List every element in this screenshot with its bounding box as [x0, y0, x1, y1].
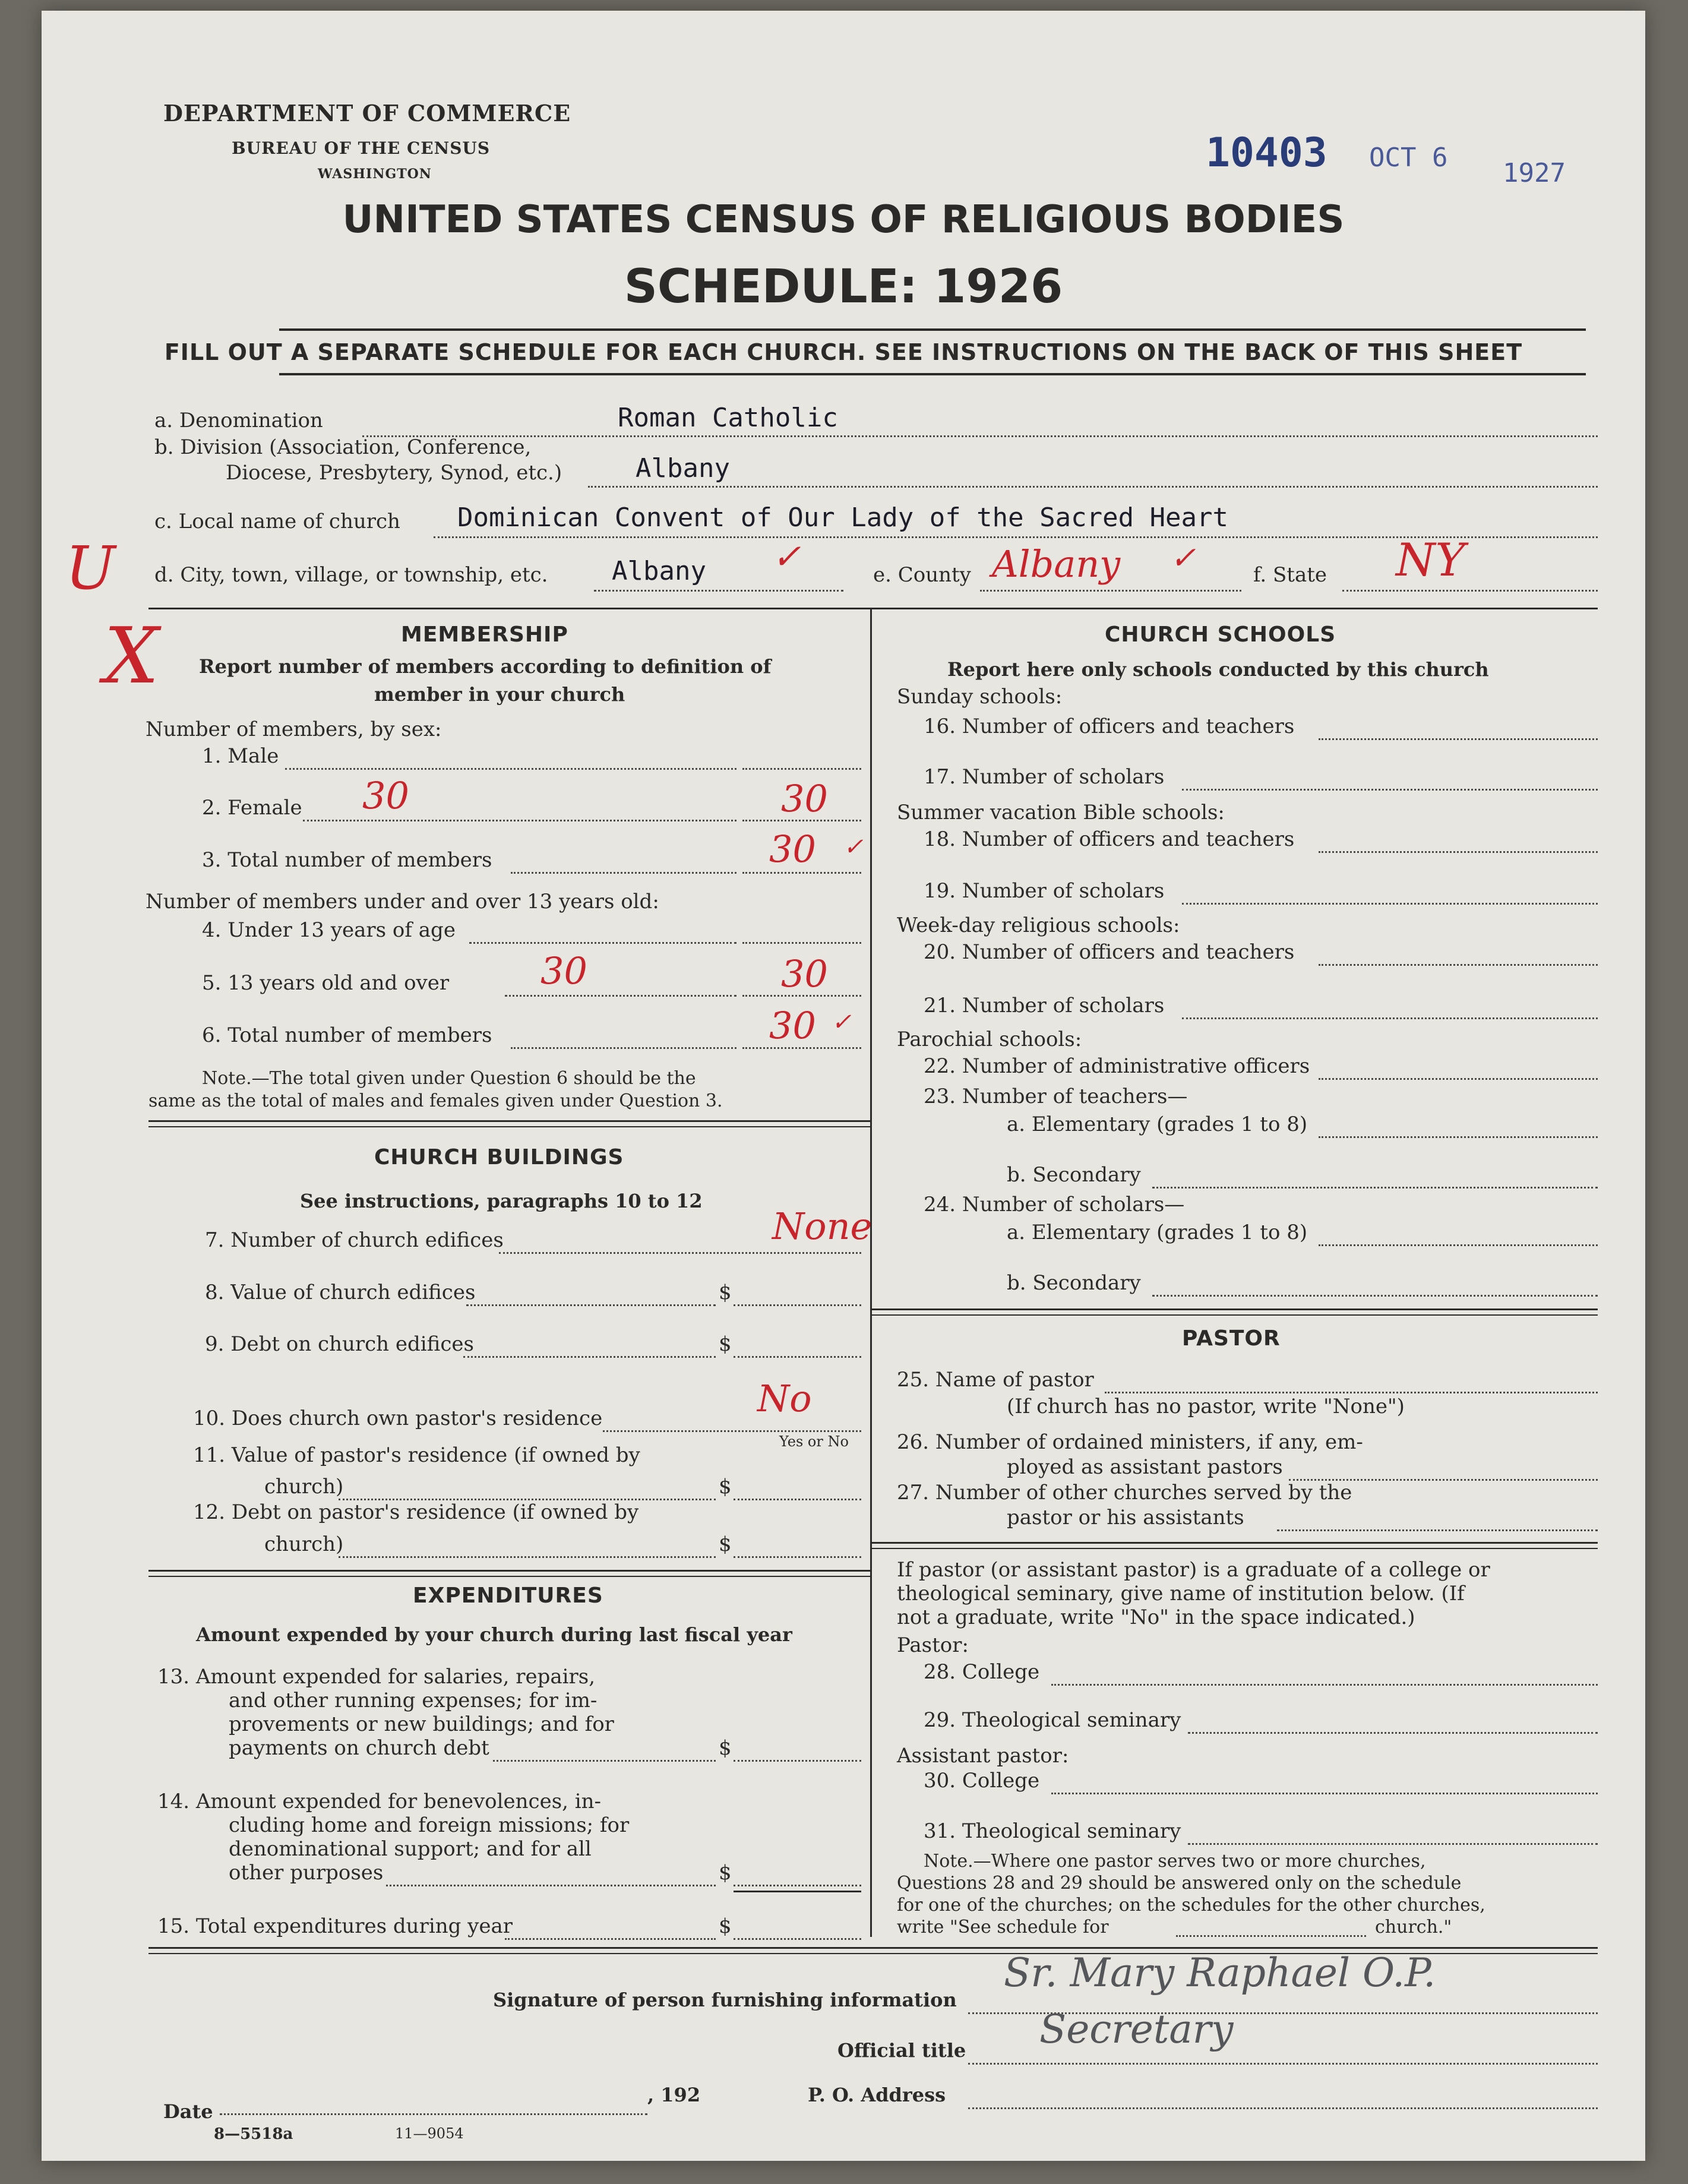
form-number: 8—5518a	[214, 2125, 293, 2143]
weekday-schools-label: Week-day religious schools:	[897, 914, 1180, 937]
graduate-instruction-line3: not a graduate, write "No" in the space indicated.)	[897, 1605, 1415, 1629]
county-value[interactable]: Albany	[992, 542, 1121, 586]
q9-label: 9. Debt on church edifices	[205, 1332, 474, 1356]
check-mark-icon: ✓	[832, 1009, 852, 1036]
q23b-field-line	[1152, 1187, 1598, 1189]
q14-label: 14. Amount expended for benevolences, in-	[157, 1790, 602, 1813]
po-address-label: P. O. Address	[808, 2084, 946, 2106]
received-stamp-number: 10403	[1206, 129, 1327, 176]
q15-answer-line	[734, 1938, 861, 1940]
print-number: 11—9054	[395, 2125, 464, 2142]
q9-answer-line	[734, 1356, 861, 1358]
q28-field-line	[1051, 1684, 1598, 1686]
pastor-subheading: Pastor:	[897, 1633, 969, 1657]
divider	[148, 1576, 870, 1577]
city-heading: WASHINGTON	[318, 166, 432, 182]
q15-field-line	[505, 1938, 716, 1940]
divider	[148, 1570, 870, 1572]
buildings-heading: CHURCH BUILDINGS	[374, 1145, 624, 1170]
margin-cross-mark: X	[104, 611, 159, 701]
q11-label: 11. Value of pastor's residence (if owned by	[193, 1443, 640, 1467]
division-label: b. Division (Association, Conference,	[154, 435, 532, 459]
divider	[871, 1308, 1598, 1310]
q5-label: 5. 13 years old and over	[202, 971, 450, 995]
check-mark-icon: ✓	[843, 833, 864, 861]
q12-field-line	[339, 1556, 716, 1558]
q11-label-cont: church)	[264, 1475, 344, 1499]
q29-field-line	[1188, 1732, 1598, 1734]
q31-field-line	[1188, 1843, 1598, 1845]
buildings-subheading: See instructions, paragraphs 10 to 12	[300, 1190, 703, 1212]
received-stamp-date: OCT 6	[1369, 143, 1448, 173]
q24a-label: a. Elementary (grades 1 to 8)	[1007, 1221, 1308, 1244]
pastor-note-line4: write "See schedule for	[897, 1917, 1109, 1938]
q8-field-line	[466, 1304, 716, 1306]
q25-field-line	[1105, 1392, 1598, 1393]
division-label-cont: Diocese, Presbytery, Synod, etc.)	[226, 461, 562, 485]
q7-label: 7. Number of church edifices	[205, 1228, 504, 1252]
q26-label-cont: ployed as assistant pastors	[1007, 1455, 1283, 1479]
expenditures-subheading: Amount expended by your church during last fiscal year	[196, 1623, 792, 1646]
q31-label: 31. Theological seminary	[924, 1819, 1181, 1843]
q29-label: 29. Theological seminary	[924, 1708, 1181, 1732]
official-title-field-line	[968, 2063, 1598, 2065]
local-name-label: c. Local name of church	[154, 510, 400, 533]
membership-subheading-cont: member in your church	[374, 683, 625, 706]
membership-note: Note.—The total given under Question 6 should be the	[202, 1068, 696, 1089]
q24b-label: b. Secondary	[1007, 1271, 1141, 1295]
form-title: UNITED STATES CENSUS OF RELIGIOUS BODIES	[342, 198, 1345, 242]
q24b-field-line	[1152, 1295, 1598, 1297]
q5-value[interactable]: 30	[781, 952, 828, 995]
q8-answer-line	[734, 1304, 861, 1306]
q13-label-line4: payments on church debt	[229, 1736, 489, 1760]
q9-dollar: $	[719, 1332, 732, 1356]
q21-field-line	[1182, 1017, 1598, 1019]
q30-field-line	[1051, 1793, 1598, 1794]
q26-label: 26. Number of ordained ministers, if any, em-	[897, 1430, 1363, 1454]
q7-value[interactable]: None	[772, 1205, 873, 1248]
sunday-schools-label: Sunday schools:	[897, 685, 1063, 709]
q13-dollar: $	[719, 1736, 732, 1760]
see-schedule-field-line	[1176, 1935, 1366, 1937]
q11-dollar: $	[719, 1475, 732, 1499]
date-field-line	[220, 2113, 647, 2115]
q23a-label: a. Elementary (grades 1 to 8)	[1007, 1112, 1308, 1136]
q9-field-line	[463, 1356, 716, 1358]
q14-answer-line	[734, 1885, 861, 1886]
graduate-instruction-line2: theological seminary, give name of institution below. (If	[897, 1582, 1465, 1605]
membership-subheading: Report number of members according to definition of	[199, 655, 772, 678]
received-stamp-year: 1927	[1503, 158, 1566, 188]
q13-answer-line	[734, 1760, 861, 1762]
division-value[interactable]: Albany	[636, 453, 730, 483]
q27-label: 27. Number of other churches served by the	[897, 1481, 1352, 1505]
q18-field-line	[1319, 851, 1598, 853]
q13-label: 13. Amount expended for salaries, repairs,	[157, 1665, 596, 1689]
membership-note-cont: same as the total of males and females given under Question 3.	[148, 1091, 723, 1111]
q13-label-line3: provements or new buildings; and for	[229, 1712, 614, 1736]
date-year-suffix: , 192	[647, 2084, 701, 2106]
q13-field-line	[493, 1760, 716, 1762]
q5-field-line	[505, 995, 736, 997]
q23b-label: b. Secondary	[1007, 1163, 1141, 1187]
q16-field-line	[1319, 738, 1598, 740]
graduate-instruction: If pastor (or assistant pastor) is a graduate of a college or	[897, 1558, 1490, 1582]
q6-label: 6. Total number of members	[202, 1023, 492, 1047]
q22-label: 22. Number of administrative officers	[924, 1054, 1310, 1078]
q14-label-line2: cluding home and foreign missions; for	[229, 1813, 630, 1837]
q27-field-line	[1277, 1529, 1598, 1531]
q2-value[interactable]: 30	[781, 777, 828, 820]
pastor-note: Note.—Where one pastor serves two or more churches,	[924, 1851, 1426, 1872]
q11-answer-line	[734, 1499, 861, 1500]
q6-answer-line	[742, 1047, 861, 1049]
county-label: e. County	[873, 563, 971, 587]
q3-answer-line	[742, 872, 861, 874]
city-value[interactable]: Albany	[612, 556, 706, 586]
county-field-line	[980, 590, 1241, 592]
divider	[279, 328, 1586, 331]
q19-field-line	[1182, 903, 1598, 905]
q5-written-value: 30	[540, 949, 587, 993]
city-field-line	[594, 590, 843, 592]
census-schedule-sheet	[42, 11, 1645, 2161]
q8-label: 8. Value of church edifices	[205, 1281, 476, 1304]
q1-label: 1. Male	[202, 744, 279, 768]
q12-label-cont: church)	[264, 1532, 344, 1556]
q1-field-line	[285, 768, 736, 770]
pastor-heading: PASTOR	[1182, 1326, 1281, 1351]
official-title-value[interactable]: Secretary	[1039, 2006, 1234, 2052]
q7-field-line	[499, 1252, 861, 1254]
total-underline	[734, 1891, 861, 1892]
yes-no-hint: Yes or No	[779, 1433, 849, 1450]
q15-label: 15. Total expenditures during year	[157, 1914, 513, 1938]
divider	[148, 1120, 870, 1122]
q18-label: 18. Number of officers and teachers	[924, 827, 1295, 851]
q16-label: 16. Number of officers and teachers	[924, 715, 1295, 738]
q6-field-line	[511, 1047, 736, 1049]
q17-label: 17. Number of scholars	[924, 765, 1165, 789]
q1-answer-line	[742, 768, 861, 770]
q6-value[interactable]: 30	[769, 1004, 816, 1047]
schedule-title: SCHEDULE: 1926	[624, 260, 1063, 314]
q21-label: 21. Number of scholars	[924, 994, 1165, 1017]
q3-value[interactable]: 30	[769, 827, 816, 871]
department-heading: DEPARTMENT OF COMMERCE	[163, 100, 571, 127]
q12-dollar: $	[719, 1532, 732, 1556]
denomination-value[interactable]: Roman Catholic	[618, 403, 838, 433]
po-address-field-line	[968, 2107, 1598, 2109]
date-label: Date	[163, 2100, 213, 2123]
division-field-line	[588, 486, 1598, 488]
q20-label: 20. Number of officers and teachers	[924, 940, 1295, 964]
denomination-field-line	[362, 435, 1598, 437]
q3-label: 3. Total number of members	[202, 848, 492, 872]
margin-edit-mark: U	[65, 533, 116, 603]
q14-label-line4: other purposes	[229, 1861, 384, 1885]
q8-dollar: $	[719, 1281, 732, 1304]
q2-field-line	[303, 820, 736, 821]
membership-heading: MEMBERSHIP	[401, 622, 568, 647]
state-value[interactable]: NY	[1396, 533, 1465, 586]
q14-dollar: $	[719, 1861, 732, 1885]
q3-field-line	[511, 872, 736, 874]
column-divider	[870, 609, 872, 1937]
schools-heading: CHURCH SCHOOLS	[1105, 622, 1336, 647]
divider	[148, 608, 1598, 609]
q12-label: 12. Debt on pastor's residence (if owned by	[193, 1500, 639, 1524]
by-sex-label: Number of members, by sex:	[146, 718, 442, 741]
divider	[148, 1126, 870, 1127]
assistant-pastor-subheading: Assistant pastor:	[897, 1744, 1069, 1768]
q30-label: 30. College	[924, 1769, 1040, 1793]
denomination-label: a. Denomination	[154, 409, 323, 432]
local-name-value[interactable]: Dominican Convent of Our Lady of the Sacred Heart	[457, 502, 1229, 533]
summer-schools-label: Summer vacation Bible schools:	[897, 801, 1225, 824]
q25-note: (If church has no pastor, write "None")	[1007, 1395, 1405, 1418]
divider	[148, 1947, 1598, 1949]
check-mark-icon: ✓	[772, 536, 801, 577]
by-age-label: Number of members under and over 13 years old:	[146, 890, 659, 914]
schools-subheading: Report here only schools conducted by this church	[947, 658, 1489, 681]
q2-label: 2. Female	[202, 796, 302, 820]
signature-value[interactable]: Sr. Mary Raphael O.P.	[1004, 1950, 1436, 1996]
expenditures-heading: EXPENDITURES	[413, 1584, 603, 1608]
q20-field-line	[1319, 964, 1598, 966]
state-field-line	[1342, 590, 1598, 592]
divider	[871, 1314, 1598, 1316]
divider	[871, 1542, 1598, 1544]
q15-dollar: $	[719, 1914, 732, 1938]
city-label: d. City, town, village, or township, etc.	[154, 563, 548, 587]
divider	[279, 373, 1586, 375]
q19-label: 19. Number of scholars	[924, 879, 1165, 903]
parochial-schools-label: Parochial schools:	[897, 1028, 1082, 1051]
q12-answer-line	[734, 1556, 861, 1558]
signature-label: Signature of person furnishing information	[493, 1989, 957, 2011]
q10-label: 10. Does church own pastor's residence	[193, 1407, 603, 1430]
pastor-note-line2: Questions 28 and 29 should be answered only on the schedule	[897, 1873, 1462, 1894]
q14-label-line3: denominational support; and for all	[229, 1837, 592, 1861]
check-mark-icon: ✓	[1170, 541, 1196, 576]
q23a-field-line	[1319, 1136, 1598, 1138]
q4-field-line	[469, 942, 736, 944]
bureau-heading: BUREAU OF THE CENSUS	[232, 138, 491, 158]
fill-out-instruction: FILL OUT A SEPARATE SCHEDULE FOR EACH CHURCH. SEE INSTRUCTIONS ON THE BACK OF THIS SHEET	[164, 339, 1523, 365]
q25-label: 25. Name of pastor	[897, 1368, 1094, 1392]
q4-label: 4. Under 13 years of age	[202, 918, 456, 942]
q24a-field-line	[1319, 1244, 1598, 1246]
q24-label: 24. Number of scholars—	[924, 1193, 1185, 1216]
q14-field-line	[386, 1885, 716, 1886]
q22-field-line	[1319, 1078, 1598, 1080]
q10-field-line	[603, 1430, 861, 1432]
q23-label: 23. Number of teachers—	[924, 1085, 1188, 1108]
divider	[871, 1548, 1598, 1549]
pastor-note-line5: church."	[1375, 1917, 1452, 1938]
q13-label-line2: and other running expenses; for im-	[229, 1689, 598, 1712]
q28-label: 28. College	[924, 1660, 1040, 1684]
q4-answer-line	[742, 942, 861, 944]
q2-written-value: 30	[362, 774, 409, 817]
state-label: f. State	[1253, 563, 1327, 587]
q27-label-cont: pastor or his assistants	[1007, 1506, 1244, 1529]
q10-value[interactable]: No	[757, 1377, 812, 1420]
pastor-note-line3: for one of the churches; on the schedules for the other churches,	[897, 1895, 1485, 1916]
official-title-label: Official title	[837, 2039, 966, 2062]
q17-field-line	[1182, 789, 1598, 791]
